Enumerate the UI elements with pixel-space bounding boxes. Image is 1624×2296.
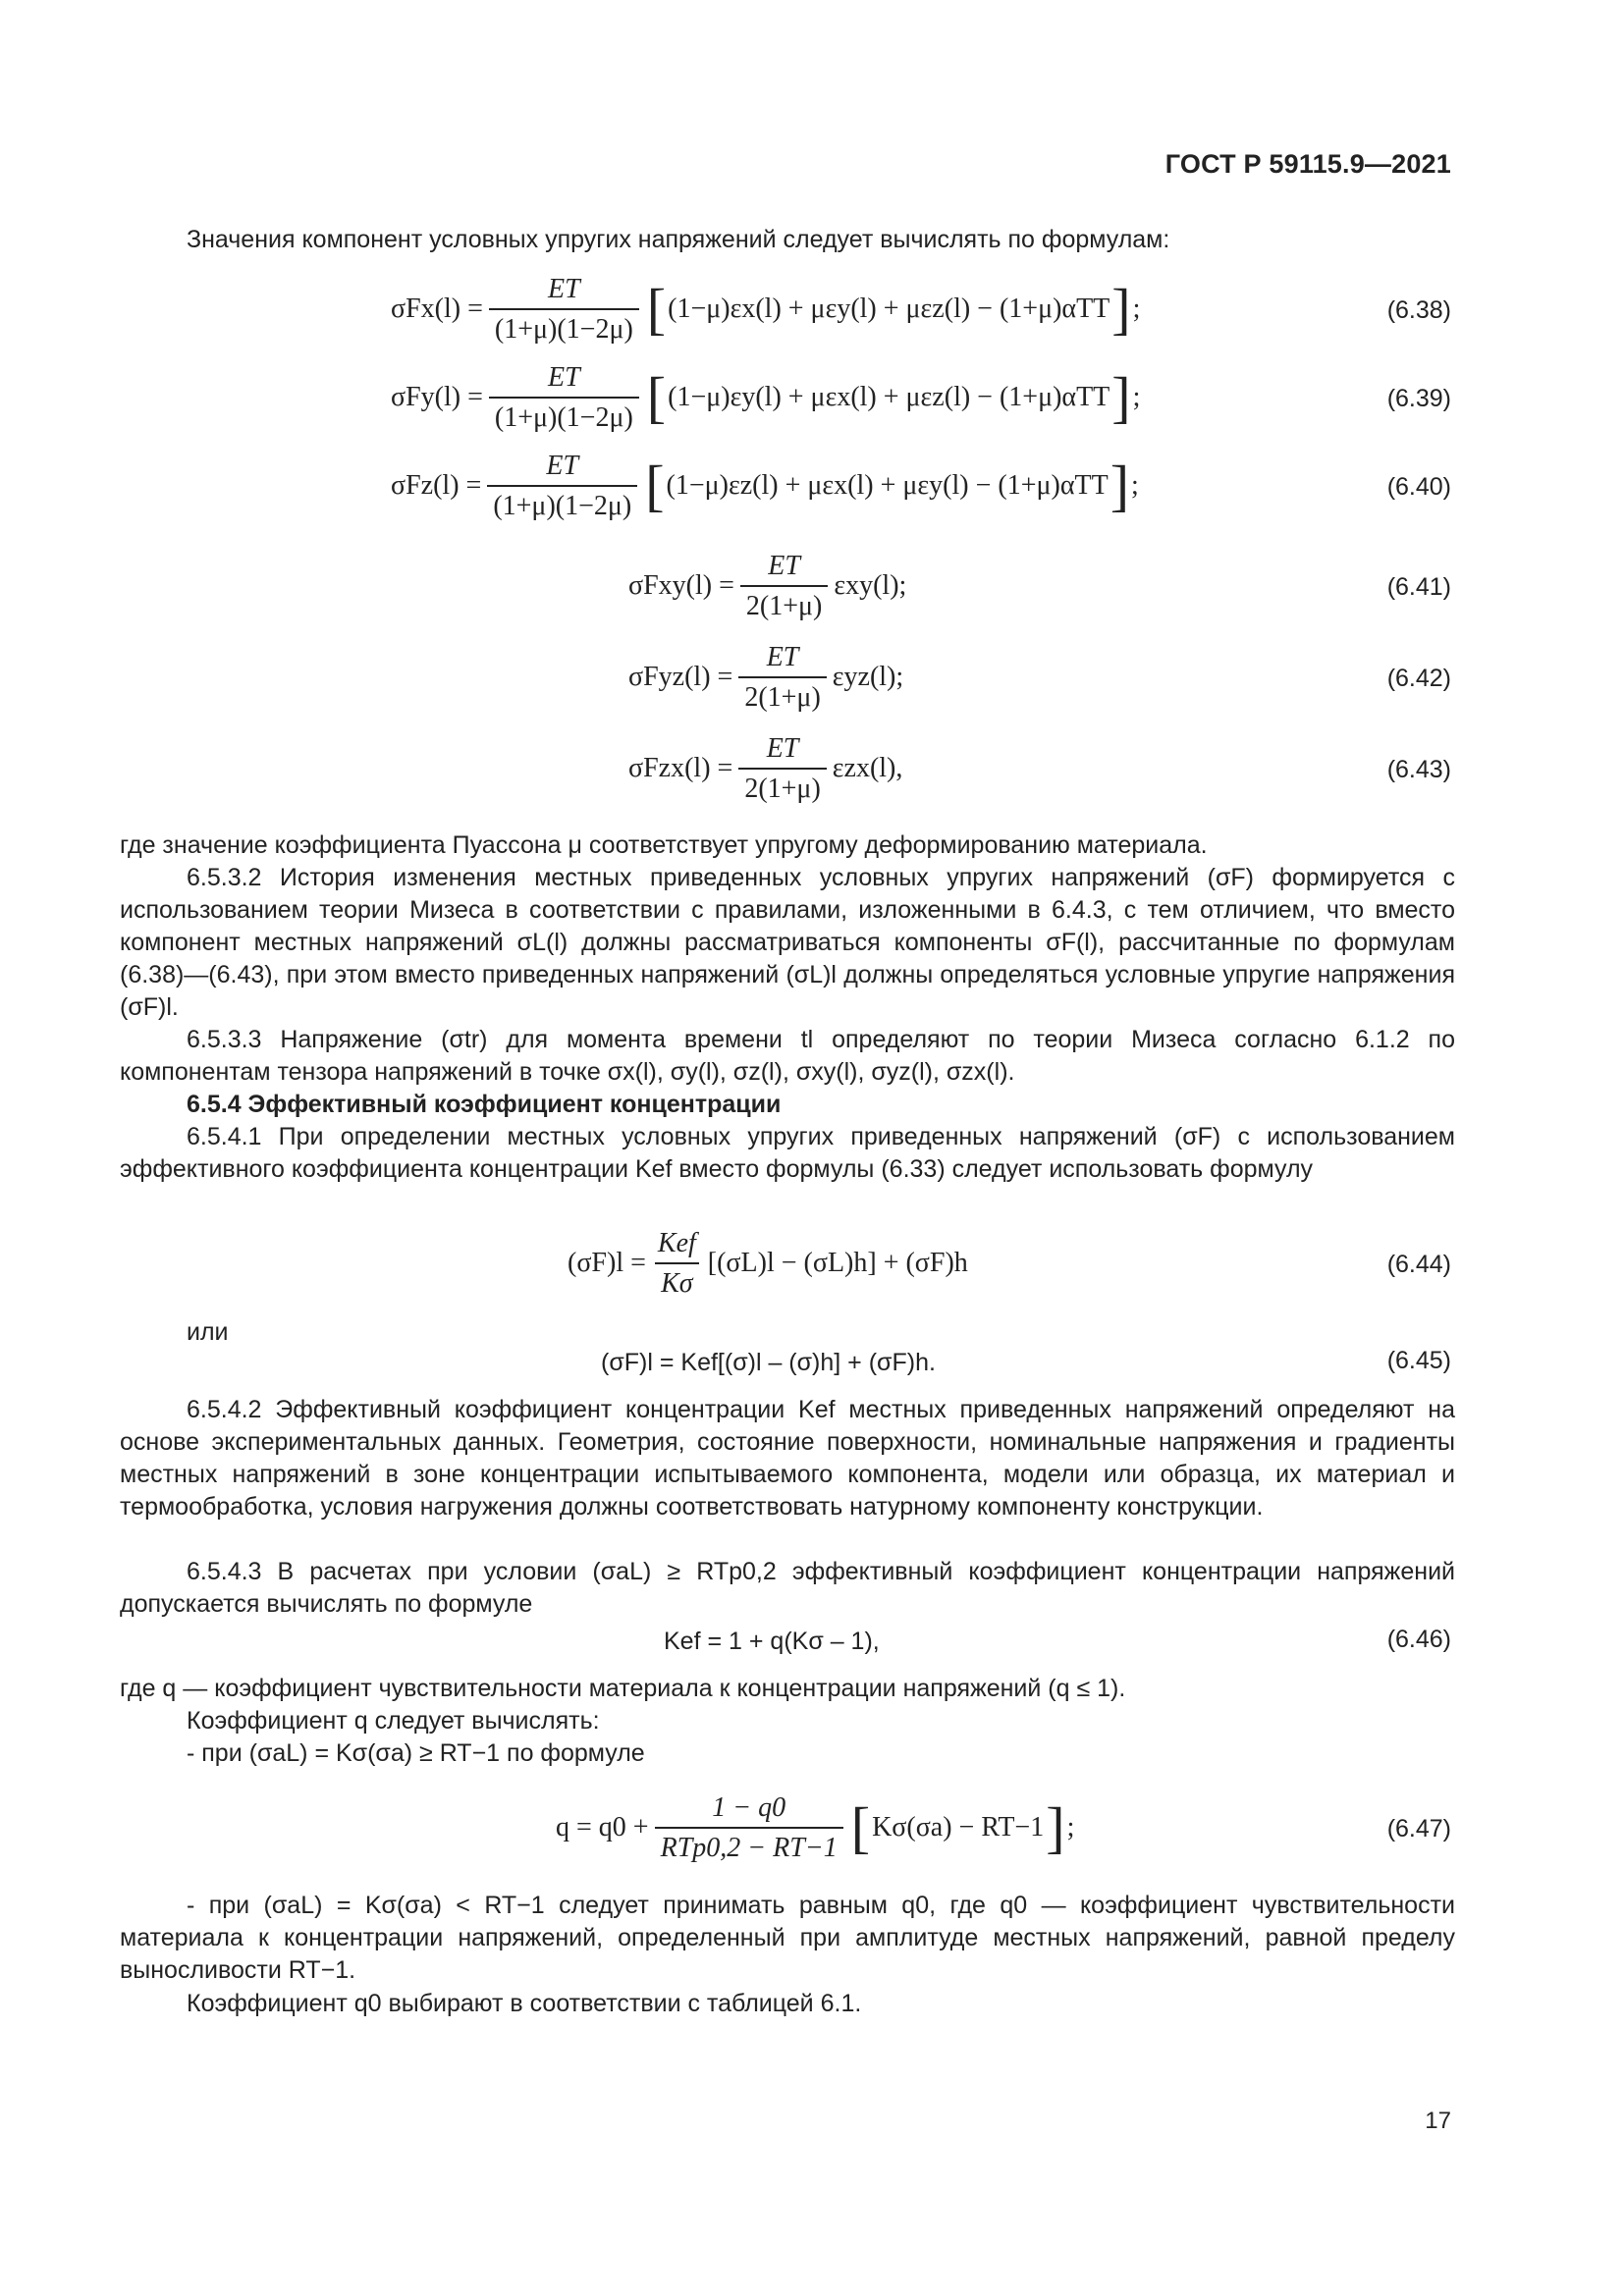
equation-6-43 (628, 724, 902, 813)
eq-lhs: σFy(l) = (391, 382, 483, 412)
paragraph-6-5-3-3: 6.5.3.3 Напряжение (σtr) для момента времени tl определяют по теории Мизеса согласно 6.1.2 по компонентам тензора напряжений в точке σx(l), σy(l), σz(l), σxy(l), σyz(l), σzx(l). (120, 1026, 1455, 1086)
equation-6-47: q = q0 + $\frac{1 - q0}{\text{RTp0,2 − RT−1}}$ [ Kσ(σa) − RT−1 ] ; (556, 1791, 1075, 1863)
equation-number: (6.46) (1386, 1626, 1451, 1653)
eq-lhs: σFxy(l) = (628, 570, 734, 601)
q-definition: где q — коэффициент чувствительности материала к концентрации напряжений (q ≤ 1). (120, 1675, 1126, 1702)
equation-6-39: σFy(l) = $\frac{ET}{(1+\mu)(1-2\mu)}$ [ (1−μ)εy(l) + μεx(l) + μεz(l) − (1+μ)αTT ] ; (391, 361, 1141, 433)
eq-end: ; (1132, 382, 1141, 412)
equation-number: (6.41) (1386, 573, 1451, 601)
eq-denominator: 2(1+μ) (738, 676, 826, 714)
eq-fraction (652, 1228, 702, 1300)
paragraph-6-5-3-2: 6.5.3.2 История изменения местных приведенных условных упругих напряжений (σF) формируется с использованием теории Мизеса в соответствии с правилами, изложенными в 6.4.3, с тем отличием, что вместо компонент местных напряжений σL(l) должны рассматриваться компоненты σF(l), рассчитанные по формулам (6.38)—(6.43), при этом вместо приведенных напряжений (σL)l должны определяться условные упругие напряжения (σF)l. (120, 864, 1455, 1021)
eq-fraction (740, 551, 828, 622)
equation-number: (6.43) (1386, 756, 1451, 783)
q-calc-intro: Коэффициент q следует вычислять: (187, 1707, 600, 1735)
eq-body: Kσ(σa) − RT−1 (872, 1812, 1045, 1842)
eq-denominator: 2(1+μ) (740, 585, 828, 622)
page-number: 17 (1425, 2108, 1451, 2134)
document-code: ГОСТ Р 59115.9—2021 (1164, 149, 1451, 179)
eq-body: (1−μ)εz(l) + μεx(l) + μεy(l) − (1+μ)αTT (666, 470, 1109, 501)
intro-paragraph: Значения компонент условных упругих напряжений следует вычислять по формулам: (187, 226, 1170, 253)
paragraph-6-5-4-1: 6.5.4.1 При определении местных условных упругих приведенных напряжений (σF) с использованием эффективного коэффициента концентрации Kef вместо формулы (6.33) следует использовать формулу (120, 1123, 1455, 1183)
eq-lhs: (σF)l = (568, 1248, 646, 1278)
equation-6-42 (628, 633, 903, 721)
eq-fraction (487, 451, 637, 522)
eq-tail: εzx(l), (832, 753, 903, 783)
eq-tail: εyz(l); (832, 662, 904, 692)
equation-6-46: Kef = 1 + q(Kσ – 1), (664, 1627, 880, 1655)
equation-number: (6.39) (1386, 385, 1451, 412)
eq-lhs: σFz(l) = (391, 470, 482, 501)
eq-fraction (738, 642, 826, 714)
equation-number: (6.47) (1386, 1815, 1451, 1842)
eq-tail: εxy(l); (834, 570, 907, 601)
eq-lhs: q = q0 + (556, 1812, 649, 1842)
eq-lhs: σFyz(l) = (628, 662, 733, 692)
case-one: - при (σaL) = Kσ(σa) ≥ RT−1 по формуле (187, 1739, 645, 1767)
eq-tail: [(σL)l − (σL)h] + (σF)h (707, 1248, 968, 1278)
eq-numerator: ET (766, 641, 799, 672)
equation-number: (6.45) (1386, 1347, 1451, 1374)
eq-numerator: ET (548, 361, 580, 393)
eq-numerator: ET (768, 550, 800, 581)
eq-numerator: ET (548, 273, 580, 304)
eq-denominator: (1+μ)(1−2μ) (487, 485, 637, 522)
eq-fraction (489, 274, 639, 346)
eq-denominator: RTp0,2 − RT−1 (655, 1827, 843, 1864)
eq-numerator: 1 − q0 (712, 1791, 786, 1823)
equation-number: (6.40) (1386, 473, 1451, 501)
eq-numerator: ET (766, 732, 799, 764)
eq-fraction (655, 1792, 843, 1864)
eq-fraction (738, 733, 826, 805)
eq-lhs: σFx(l) = (391, 294, 483, 324)
eq-numerator: ET (546, 450, 579, 481)
eq-body: (1−μ)εy(l) + μεx(l) + μεz(l) − (1+μ)αTT (668, 382, 1110, 412)
eq-denominator: Kσ (655, 1262, 698, 1300)
or-word: или (187, 1318, 229, 1346)
poisson-note: где значение коэффициента Пуассона μ соответствует упругому деформированию материала. (120, 831, 1208, 859)
eq-fraction (489, 362, 639, 434)
eq-denominator: (1+μ)(1−2μ) (489, 397, 639, 434)
equation-6-44 (568, 1219, 968, 1308)
eq-end: ; (1066, 1812, 1075, 1842)
equation-6-41 (628, 542, 906, 630)
equation-number: (6.44) (1386, 1251, 1451, 1278)
eq-denominator: (1+μ)(1−2μ) (489, 308, 639, 346)
eq-body: (1−μ)εx(l) + μεy(l) + μεz(l) − (1+μ)αTT (668, 294, 1110, 324)
equation-6-40: σFz(l) = $\frac{ET}{(1+\mu)(1-2\mu)}$ [ (1−μ)εz(l) + μεx(l) + μεy(l) − (1+μ)αTT ] ; (391, 450, 1139, 521)
equation-6-45: (σF)l = Kef[(σ)l – (σ)h] + (σF)h. (601, 1348, 936, 1376)
paragraph-6-5-4-3: 6.5.4.3 В расчетах при условии (σaL) ≥ RTp0,2 эффективный коэффициент концентрации напряжений допускается вычислять по формуле (120, 1558, 1455, 1618)
eq-end: ; (1131, 470, 1139, 501)
q0-selection: Коэффициент q0 выбирают в соответствии с таблицей 6.1. (187, 1990, 862, 2017)
eq-lhs: σFzx(l) = (628, 753, 733, 783)
eq-numerator: Kef (657, 1227, 696, 1258)
eq-denominator: 2(1+μ) (738, 768, 826, 805)
case-two: - при (σaL) = Kσ(σa) < RT−1 следует принимать равным q0, где q0 — коэффициент чувствительности материала к концентрации напряжений, определенный при амплитуде местных напряжений, равной пределу выносливости RT−1. (120, 1892, 1455, 1984)
equation-6-38: σFx(l) = $\frac{ET}{(1+\mu)(1-2\mu)}$ [ (1−μ)εx(l) + μεy(l) + μεz(l) − (1+μ)αTT ] ; (391, 273, 1141, 345)
section-heading-6-5-4: 6.5.4 Эффективный коэффициент концентрации (187, 1091, 782, 1118)
equation-number: (6.42) (1386, 665, 1451, 692)
equation-number: (6.38) (1386, 296, 1451, 324)
eq-end: ; (1132, 294, 1141, 324)
paragraph-6-5-4-2: 6.5.4.2 Эффективный коэффициент концентрации Kef местных приведенных напряжений определяют на основе экспериментальных данных. Геометрия, состояние поверхности, номинальные напряжения и градиенты местных напряжений в зоне концентрации испытываемого компонента, модели или образца, их материал и термообработка, условия нагружения должны соответствовать натурному компоненту конструкции. (120, 1396, 1455, 1521)
